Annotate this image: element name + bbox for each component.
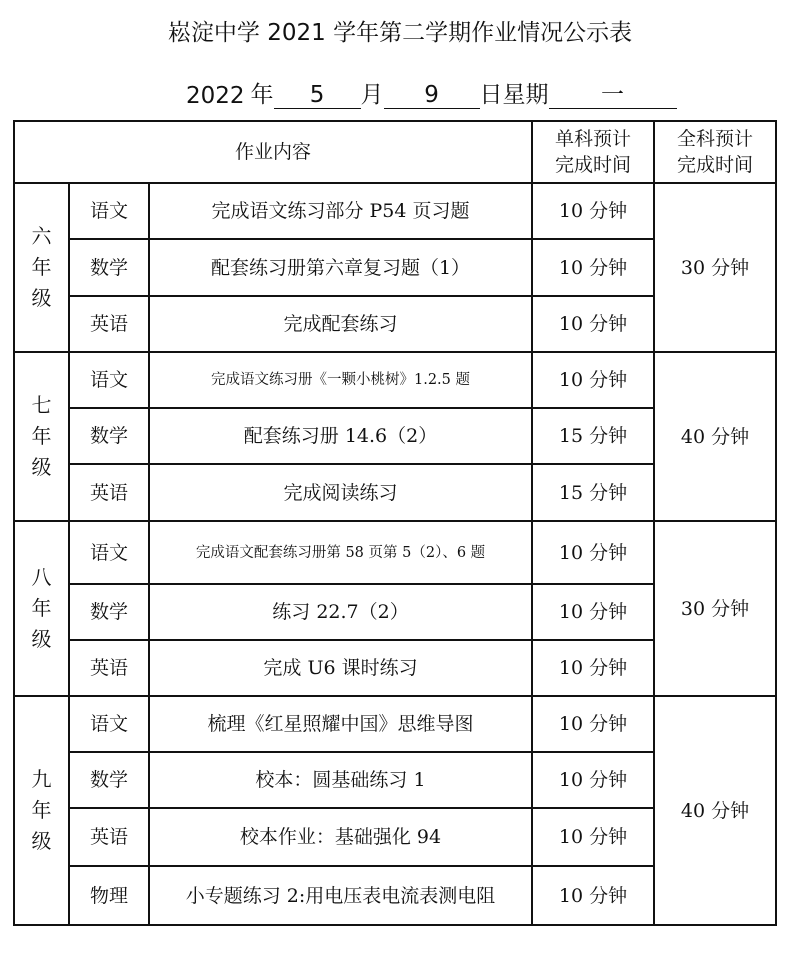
date-year: 2022 bbox=[186, 83, 245, 109]
time-cell: 10 分钟 bbox=[532, 239, 654, 296]
table-row bbox=[14, 183, 776, 239]
content-cell: 练习 22.7（2） bbox=[149, 584, 532, 640]
time-cell: 10 分钟 bbox=[532, 640, 654, 696]
subject-cell: 数学 bbox=[69, 584, 149, 640]
content-cell: 小专题练习 2:用电压表电流表测电阻 bbox=[149, 866, 532, 925]
date-weekday: 一 bbox=[549, 82, 677, 109]
time-cell: 10 分钟 bbox=[532, 521, 654, 584]
subject-cell: 英语 bbox=[69, 640, 149, 696]
content-cell: 完成配套练习 bbox=[149, 296, 532, 352]
grade-cell bbox=[14, 521, 69, 696]
subject-cell: 语文 bbox=[69, 696, 149, 752]
time-cell: 15 分钟 bbox=[532, 408, 654, 464]
content-cell: 完成语文练习册《一颗小桃树》1.2.5 题 bbox=[149, 352, 532, 408]
date-day: 9 bbox=[384, 82, 480, 109]
content-cell: 梳理《红星照耀中国》思维导图 bbox=[149, 696, 532, 752]
subject-cell: 物理 bbox=[69, 866, 149, 925]
time-cell: 10 分钟 bbox=[532, 183, 654, 239]
grade-label: 六年级 bbox=[31, 224, 52, 310]
grade-label: 九年级 bbox=[31, 767, 52, 853]
header-total-time bbox=[654, 121, 776, 183]
time-cell: 10 分钟 bbox=[532, 752, 654, 808]
time-cell: 10 分钟 bbox=[532, 296, 654, 352]
table-row bbox=[14, 521, 776, 584]
time-cell: 10 分钟 bbox=[532, 696, 654, 752]
date-month: 5 bbox=[274, 82, 361, 109]
header-single-time bbox=[532, 121, 654, 183]
subject-cell: 英语 bbox=[69, 808, 149, 866]
content-cell: 完成语文配套练习册第 58 页第 5（2）、6 题 bbox=[149, 521, 532, 584]
date-year-unit: 年 bbox=[250, 82, 274, 108]
subject-cell: 数学 bbox=[69, 239, 149, 296]
subject-cell: 语文 bbox=[69, 352, 149, 408]
grade-label: 七年级 bbox=[31, 393, 52, 479]
header-content: 作业内容 bbox=[14, 121, 532, 183]
subject-cell: 语文 bbox=[69, 183, 149, 239]
subject-cell: 英语 bbox=[69, 464, 149, 521]
header-single-time-text: 单科预计完成时间 bbox=[554, 128, 631, 176]
time-cell: 10 分钟 bbox=[532, 808, 654, 866]
grade-cell bbox=[14, 183, 69, 352]
header-total-time-text: 全科预计完成时间 bbox=[676, 128, 753, 176]
date-line bbox=[186, 75, 677, 109]
content-cell: 校本：圆基础练习 1 bbox=[149, 752, 532, 808]
grade-cell bbox=[14, 696, 69, 925]
content-cell: 配套练习册 14.6（2） bbox=[149, 408, 532, 464]
content-cell: 校本作业：基础强化 94 bbox=[149, 808, 532, 866]
subject-cell: 数学 bbox=[69, 752, 149, 808]
time-cell: 10 分钟 bbox=[532, 584, 654, 640]
content-cell: 完成阅读练习 bbox=[149, 464, 532, 521]
homework-table bbox=[13, 120, 777, 926]
table-row bbox=[14, 696, 776, 752]
date-month-unit: 月 bbox=[360, 82, 384, 108]
subject-cell: 语文 bbox=[69, 521, 149, 584]
table-row bbox=[14, 352, 776, 408]
page-title: 崧淀中学 2021 学年第二学期作业情况公示表 bbox=[167, 20, 633, 46]
total-time-cell: 40 分钟 bbox=[654, 696, 776, 925]
grade-cell bbox=[14, 352, 69, 521]
table-header-row bbox=[14, 121, 776, 183]
content-cell: 完成语文练习部分 P54 页习题 bbox=[149, 183, 532, 239]
time-cell: 10 分钟 bbox=[532, 352, 654, 408]
subject-cell: 英语 bbox=[69, 296, 149, 352]
date-day-unit: 日星期 bbox=[479, 82, 549, 108]
content-cell: 完成 U6 课时练习 bbox=[149, 640, 532, 696]
time-cell: 15 分钟 bbox=[532, 464, 654, 521]
total-time-cell: 40 分钟 bbox=[654, 352, 776, 521]
time-cell: 10 分钟 bbox=[532, 866, 654, 925]
total-time-cell: 30 分钟 bbox=[654, 183, 776, 352]
content-cell: 配套练习册第六章复习题（1） bbox=[149, 239, 532, 296]
grade-label: 八年级 bbox=[31, 565, 52, 651]
subject-cell: 数学 bbox=[69, 408, 149, 464]
total-time-cell: 30 分钟 bbox=[654, 521, 776, 696]
